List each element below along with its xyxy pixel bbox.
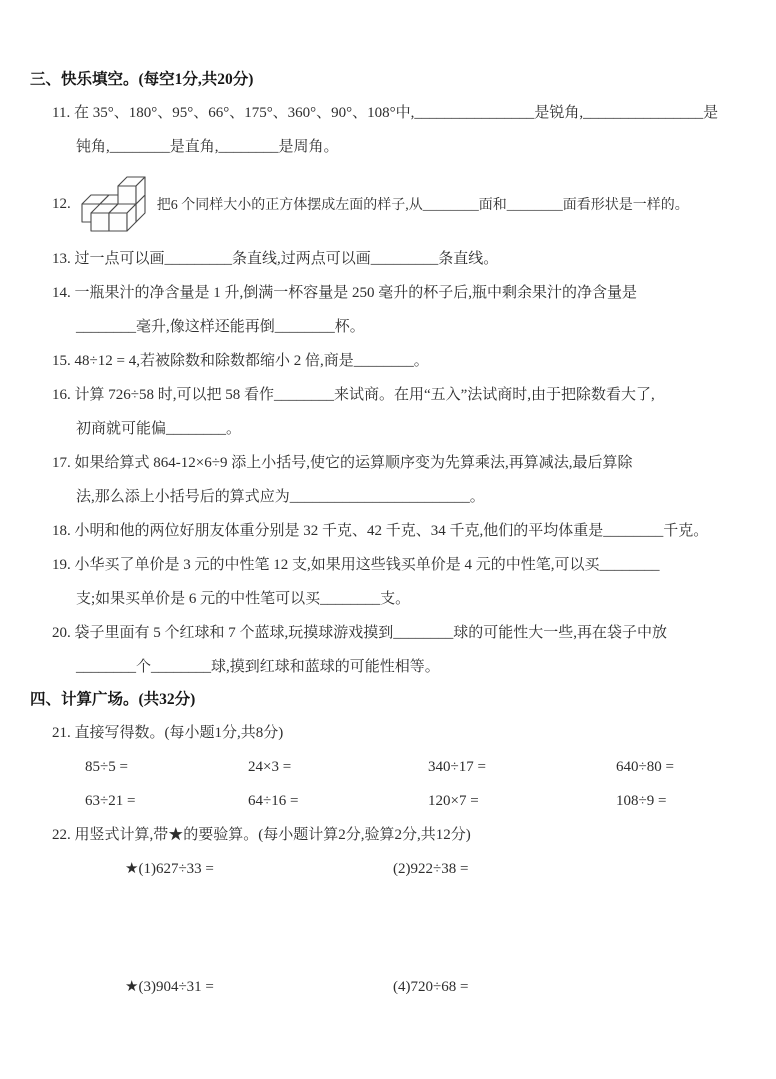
calc-item: (2)922÷38 = — [393, 861, 469, 877]
question-16-line-2: 初商就可能偏________。 — [76, 421, 242, 437]
section-3-heading: 三、快乐填空。(每空1分,共20分) — [30, 71, 254, 88]
calc-item: ★(1)627÷33 = — [125, 861, 214, 877]
calc-item: 85÷5 = — [85, 759, 128, 775]
question-20-line-1: 20. 袋子里面有 5 个红球和 7 个蓝球,玩摸球游戏摸到________球的可能性大一些,再在袋子中放 — [52, 625, 668, 641]
calc-item: (4)720÷68 = — [393, 979, 469, 995]
question-16-line-1: 16. 计算 726÷58 时,可以把 58 看作________来试商。在用“五入”法试商时,由于把除数看大了, — [52, 387, 655, 403]
question-12 — [30, 170, 756, 238]
question-22-label: 22. 用竖式计算,带★的要验算。(每小题计算2分,验算2分,共12分) — [52, 827, 471, 843]
question-12-text: 把6 个同样大小的正方体摆成左面的样子,从________面和________面看形状是一样的。 — [156, 198, 689, 213]
vertical-calc-row-2 — [30, 970, 756, 1004]
question-14-line-2: ________毫升,像这样还能再倒________杯。 — [76, 319, 365, 335]
calc-item: 640÷80 = — [616, 759, 674, 775]
calc-item: 63÷21 = — [85, 793, 136, 809]
question-11-line-1: 11. 在 35°、180°、95°、66°、175°、360°、90°、108°中,________________是锐角,________________是 — [52, 105, 719, 121]
calc-item: ★(3)904÷31 = — [125, 979, 214, 995]
calc-item: 340÷17 = — [428, 759, 486, 775]
vertical-calc-row-1 — [30, 852, 756, 886]
question-13: 13. 过一点可以画_________条直线,过两点可以画_________条直线。 — [52, 251, 499, 267]
question-19-line-2: 支;如果买单价是 6 元的中性笔可以买________支。 — [76, 591, 411, 607]
question-18: 18. 小明和他的两位好朋友体重分别是 32 千克、42 千克、34 千克,他们的平均体重是________千克。 — [52, 523, 709, 539]
section-4-heading: 四、计算广场。(共32分) — [30, 691, 196, 708]
question-11-line-2: 钝角,________是直角,________是周角。 — [76, 139, 339, 155]
stacked-cubes-figure — [73, 170, 153, 238]
calc-item: 120×7 = — [428, 793, 479, 809]
question-19-line-1: 19. 小华买了单价是 3 元的中性笔 12 支,如果用这些钱买单价是 4 元的中性笔,可以买________ — [52, 557, 660, 573]
calc-item: 108÷9 = — [616, 793, 667, 809]
question-12-number: 12. — [52, 195, 71, 212]
question-20-line-2: ________个________球,摸到红球和蓝球的可能性相等。 — [76, 659, 440, 675]
calc-item: 64÷16 = — [248, 793, 299, 809]
question-17-line-2: 法,那么添上小括号后的算式应为________________________。 — [76, 489, 485, 505]
question-14-line-1: 14. 一瓶果汁的净含量是 1 升,倒满一杯容量是 250 毫升的杯子后,瓶中剩余果汁的净含量是 — [52, 285, 638, 301]
question-17-line-1: 17. 如果给算式 864-12×6÷9 添上小括号,使它的运算顺序变为先算乘法,再算减法,最后算除 — [52, 455, 633, 471]
oral-calc-row-2 — [30, 784, 756, 818]
question-21-label: 21. 直接写得数。(每小题1分,共8分) — [52, 725, 284, 741]
oral-calc-row-1 — [30, 750, 756, 784]
calc-item: 24×3 = — [248, 759, 292, 775]
question-15: 15. 48÷12 = 4,若被除数和除数都缩小 2 倍,商是________。 — [52, 353, 429, 369]
